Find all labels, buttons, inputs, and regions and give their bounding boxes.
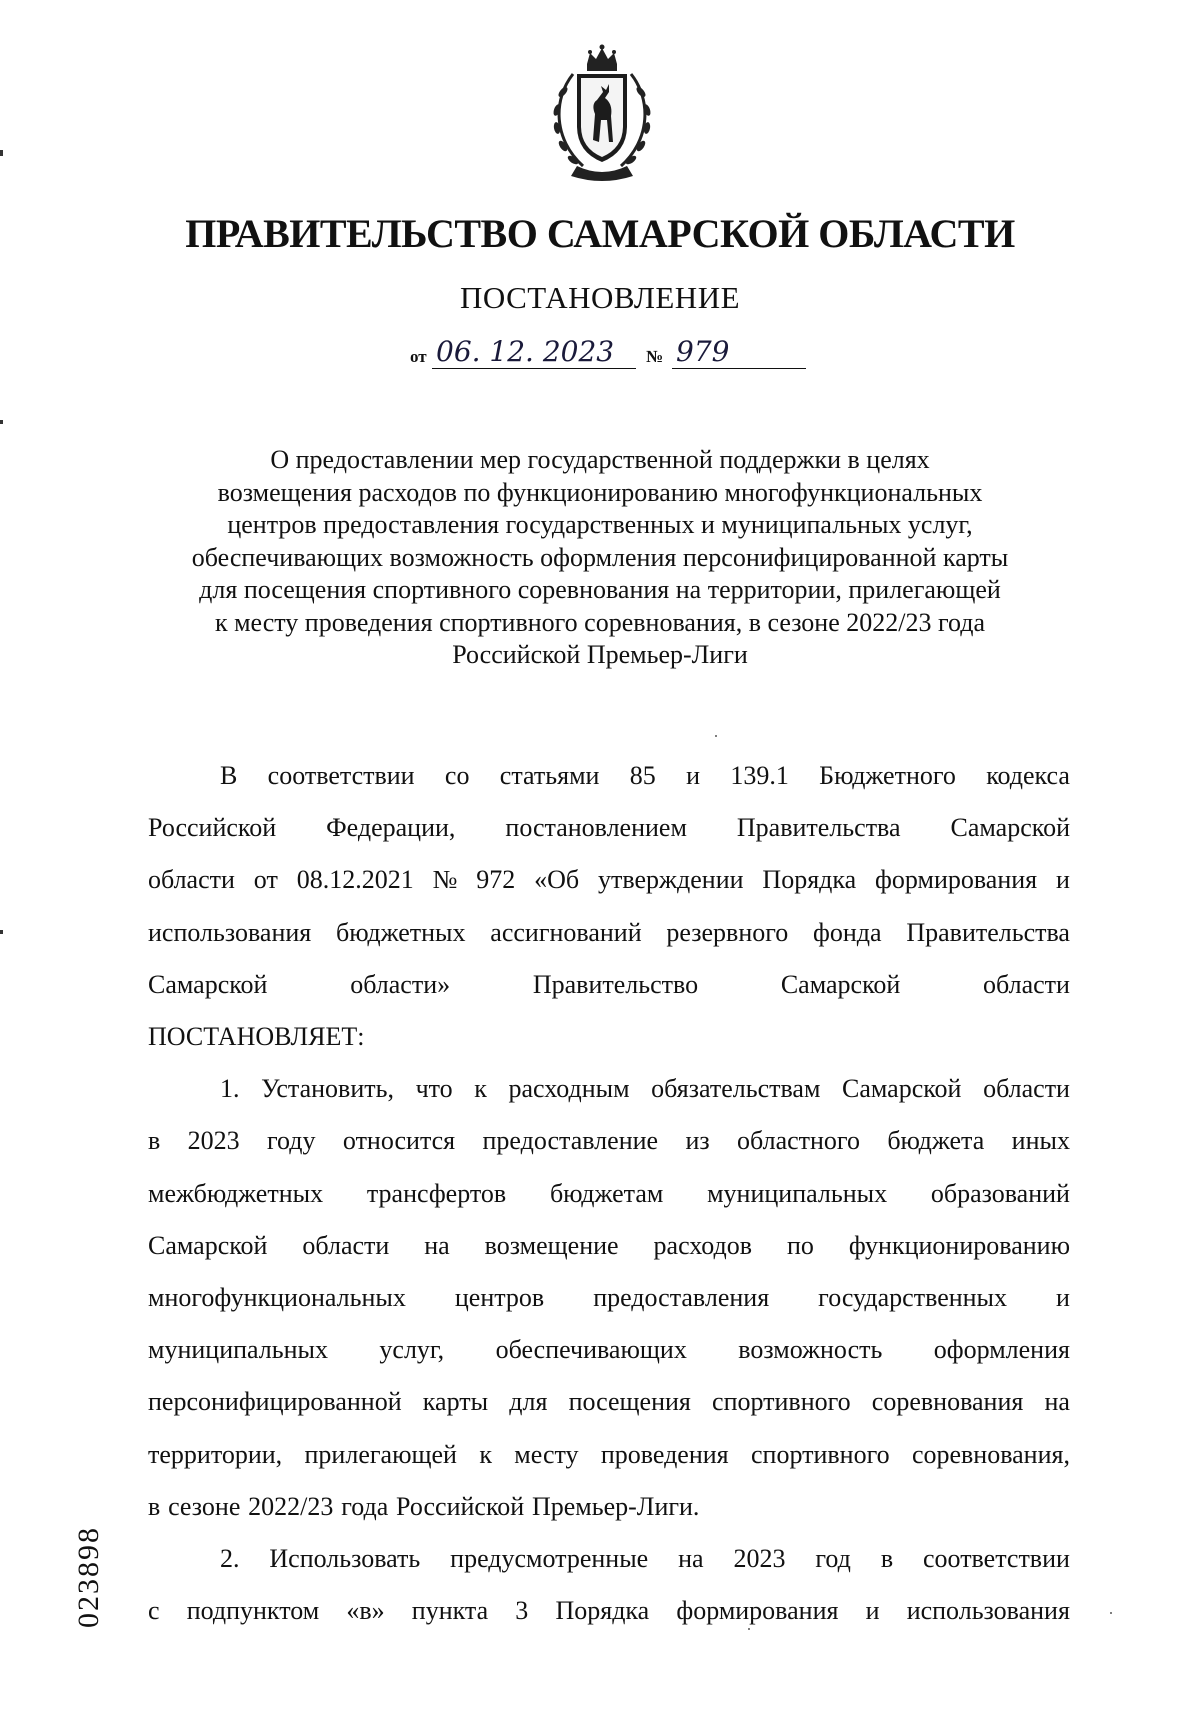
body-word: Самарской [842,1074,962,1104]
body-word: Самарской [780,969,901,999]
body-word: соревнования [871,1387,1024,1417]
body-line [148,1376,1070,1428]
subject-line: Российской Премьер-Лиги [452,640,748,669]
body-word: что [415,1074,453,1104]
body-word: году [267,1126,316,1156]
body-line [148,1272,1070,1324]
body-line [148,1168,1070,1220]
body-word: расходов [653,1230,753,1260]
document-date: 06. 12. 2023 [432,336,636,369]
body-line [148,959,1070,1011]
body-word: В [220,761,238,790]
body-word: в [148,1491,161,1521]
number-label: № [646,347,664,366]
scan-margin-mark [0,150,3,156]
subject-line: О предоставлении мер государственной поддержки в целях [270,445,930,474]
body-line [148,1115,1070,1167]
body-word: месту [514,1439,579,1469]
body-word: кодекса [986,761,1070,790]
body-word: Правительство [532,969,699,999]
body-word: на [678,1544,704,1574]
body-word: межбюджетных [148,1178,324,1208]
body-word: центров [454,1283,545,1313]
body-word: пункта [411,1596,489,1626]
body-word: 1. [220,1074,240,1104]
body-word: ассигнований [490,917,642,947]
body-word: возмещение [484,1230,619,1260]
body-word: области» [350,969,451,999]
body-word: формирования [875,865,1038,895]
body-word: 3 [515,1596,529,1626]
body-word: «в» [346,1596,385,1626]
body-word: и [1056,1283,1070,1313]
body-word: для [509,1387,548,1417]
body-word: многофункциональных [148,1283,406,1313]
body-word: Правительства [906,917,1070,947]
body-word: муниципальных [707,1178,888,1208]
body-word: образований [930,1178,1070,1208]
body-word: предоставление [482,1126,659,1156]
body-word: карты [422,1387,489,1417]
body-word: № [432,865,458,895]
body-word: постановлением [505,813,687,843]
body-word: иных [1011,1126,1070,1156]
body-word: области [148,865,235,895]
body-word: муниципальных [148,1335,329,1365]
scan-margin-mark [0,930,3,934]
body-word: области [302,1230,390,1260]
body-word: оформления [933,1335,1070,1365]
subject-line: возмещения расходов по функционированию многофункциональных [217,477,983,507]
body-word: Установить, [261,1074,394,1104]
serial-number: 023898 [72,1526,105,1628]
organization-title: ПРАВИТЕЛЬСТВО САМАРСКОЙ ОБЛАСТИ [185,211,1015,256]
coat-of-arms-emblem [543,44,661,186]
body-word: на [1044,1387,1070,1417]
body-word: обеспечивающих [495,1335,687,1365]
body-word: Российской [396,1491,525,1521]
body-word: и [686,761,701,790]
body-word: к [479,1439,492,1469]
body-word: подпунктом [186,1596,320,1626]
body-line [148,1063,1070,1115]
body-word: использования [906,1596,1070,1626]
body-word: 2022/23 [248,1491,334,1521]
body-word: области [983,1074,1070,1104]
body-line [148,1585,1070,1637]
subject-line: для посещения спортивного соревнования на территории, прилегающей [199,575,1001,604]
document-number: 979 [672,336,806,369]
body-word: формирования [676,1596,839,1626]
body-line [148,1481,1070,1533]
body-line [148,1220,1070,1272]
body-word: услуг, [379,1335,445,1365]
body-line [148,1533,1070,1585]
body-word: Самарской [148,1230,268,1260]
body-word: использования [148,917,312,947]
body-word: соответствии [267,761,415,790]
body-word: Использовать [269,1544,421,1574]
body-word: спортивного [712,1387,851,1417]
document-type: ПОСТАНОВЛЕНИЕ [459,280,741,315]
body-word: государственных [818,1283,1008,1313]
body-word: функционированию [848,1230,1070,1260]
body-word: Порядка [555,1596,650,1626]
body-word: 2023 [187,1126,240,1156]
body-word: расходным [508,1074,630,1104]
body-word: Федерации, [326,813,456,843]
date-label: от [410,347,427,366]
body-word: областного [737,1126,860,1156]
body-word: по [787,1230,814,1260]
body-word: со [444,761,470,790]
body-word: Российской [148,813,277,843]
body-word: Самарской [950,813,1070,843]
body-word: сезоне [168,1491,241,1521]
body-word: Порядка [762,865,857,895]
body-word: Правительства [736,813,901,843]
body-word: в [148,1126,161,1156]
subject-line: к месту проведения спортивного соревнования, в сезоне 2022/23 года [214,607,986,637]
body-word: 2. [220,1544,240,1574]
body-word: ПОСТАНОВЛЯЕТ: [148,1022,365,1052]
body-line [148,1011,1070,1063]
body-word: 2023 [733,1544,786,1574]
body-word: бюджетам [549,1178,664,1208]
document-subject [130,444,1070,672]
body-word: фонда [813,917,882,947]
body-word: относится [342,1126,456,1156]
document-body [148,750,1070,1637]
body-word: резервного [666,917,789,947]
body-word: соревнования, [911,1439,1070,1469]
body-line [148,1324,1070,1376]
scan-speck [715,735,717,737]
body-word: статьями [499,761,600,790]
body-word: возможность [738,1335,883,1365]
body-word: и [1056,865,1070,895]
body-word: от [253,865,278,895]
body-word: и [865,1596,880,1626]
body-word: года [341,1491,389,1521]
body-word: 139.1 [730,761,789,790]
body-word: спортивного [750,1439,890,1469]
body-word: из [685,1126,710,1156]
body-word: территории, [148,1439,283,1469]
body-word: Бюджетного [819,761,956,790]
body-word: персонифицированной [148,1387,402,1417]
body-word: Самарской [148,969,268,999]
body-line [148,907,1070,959]
body-word: Премьер-Лиги. [531,1491,700,1521]
body-word: бюджета [887,1126,985,1156]
body-word: прилегающей [304,1439,457,1469]
body-word: утверждении [598,865,744,895]
subject-line: обеспечивающих возможность оформления персонифицированной карты [191,542,1009,572]
body-word: 08.12.2021 [296,865,414,895]
subject-line: центров предоставления государственных и муниципальных услуг, [227,510,973,539]
body-word: на [424,1230,450,1260]
body-line [148,1429,1070,1481]
scan-speck [1110,1612,1112,1614]
body-word: проведения [600,1439,729,1469]
body-word: 972 [476,865,516,895]
body-word: в [880,1544,894,1574]
document-date-number-line [410,333,810,373]
body-word: предусмотренные [450,1544,649,1574]
body-word: к [474,1074,487,1104]
body-line [148,750,1070,802]
body-word: обязательствам [651,1074,821,1104]
body-line [148,802,1070,854]
body-word: области [983,969,1070,999]
body-word: с [148,1596,160,1626]
crown-icon [587,45,617,72]
scan-margin-mark [0,420,3,424]
body-word: трансфертов [366,1178,507,1208]
body-line [148,854,1070,906]
body-word: год [815,1544,851,1574]
body-word: 85 [629,761,656,790]
body-word: бюджетных [336,917,466,947]
body-word: посещения [568,1387,691,1417]
body-word: «Об [534,865,580,895]
body-word: соответствии [923,1544,1070,1574]
body-word: предоставления [593,1283,770,1313]
